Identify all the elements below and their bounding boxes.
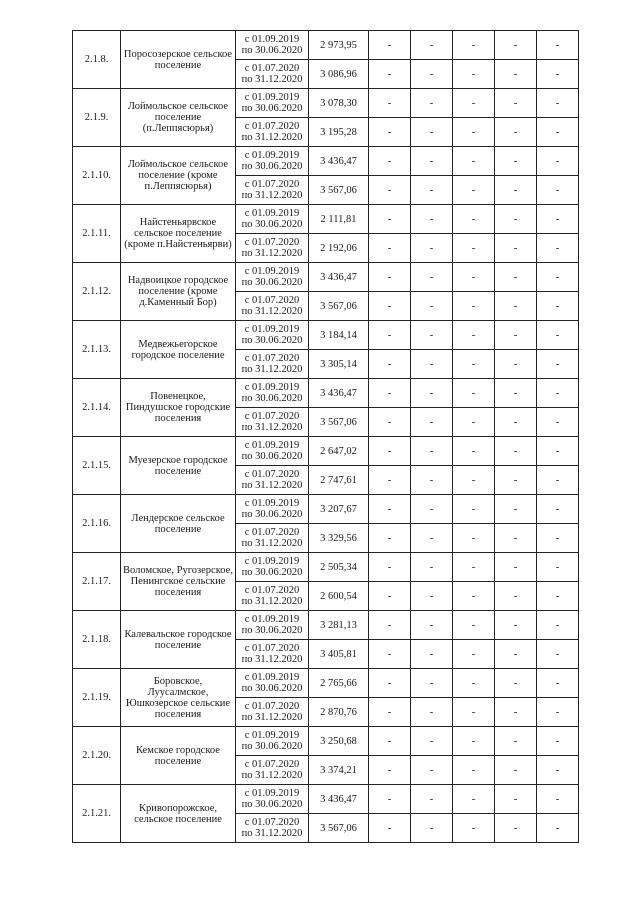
period-cell: с 01.09.2019 по 30.06.2020 [236,437,309,466]
empty-value-dash: - [453,234,495,263]
row-number: 2.1.12. [73,263,121,321]
empty-value-dash: - [411,727,453,756]
tariff-value: 3 250,68 [309,727,369,756]
empty-value-dash: - [537,205,579,234]
empty-value-dash: - [369,379,411,408]
empty-value-dash: - [453,524,495,553]
empty-value-dash: - [495,350,537,379]
empty-value-dash: - [411,437,453,466]
tariff-value: 2 973,95 [309,31,369,60]
empty-value-dash: - [453,118,495,147]
empty-value-dash: - [495,263,537,292]
empty-value-dash: - [369,31,411,60]
table-row [73,321,579,350]
empty-value-dash: - [495,524,537,553]
empty-value-dash: - [411,263,453,292]
empty-value-dash: - [537,756,579,785]
empty-value-dash: - [453,727,495,756]
tariff-value: 3 305,14 [309,350,369,379]
empty-value-dash: - [537,698,579,727]
empty-value-dash: - [453,785,495,814]
empty-value-dash: - [537,727,579,756]
settlement-name: Калевальское городское поселение [121,611,236,669]
empty-value-dash: - [537,118,579,147]
empty-value-dash: - [411,176,453,205]
period-cell: с 01.09.2019 по 30.06.2020 [236,785,309,814]
settlement-name: Муезерское городское поселение [121,437,236,495]
empty-value-dash: - [453,379,495,408]
period-cell: с 01.07.2020 по 31.12.2020 [236,814,309,843]
empty-value-dash: - [537,582,579,611]
row-number: 2.1.14. [73,379,121,437]
empty-value-dash: - [369,582,411,611]
tariff-value: 3 567,06 [309,292,369,321]
empty-value-dash: - [495,118,537,147]
empty-value-dash: - [537,379,579,408]
tariff-value: 3 567,06 [309,814,369,843]
empty-value-dash: - [537,785,579,814]
table-row [73,553,579,582]
period-cell: с 01.09.2019 по 30.06.2020 [236,147,309,176]
empty-value-dash: - [495,756,537,785]
settlement-name: Лендерское сельское поселение [121,495,236,553]
period-cell: с 01.09.2019 по 30.06.2020 [236,89,309,118]
empty-value-dash: - [453,147,495,176]
period-cell: с 01.09.2019 по 30.06.2020 [236,31,309,60]
empty-value-dash: - [369,669,411,698]
settlement-name: Найстеньярвское сельское поселение (кроме п.Найстеньярви) [121,205,236,263]
empty-value-dash: - [495,495,537,524]
empty-value-dash: - [453,466,495,495]
tariff-value: 2 747,61 [309,466,369,495]
table-row [73,263,579,292]
empty-value-dash: - [453,698,495,727]
period-cell: с 01.07.2020 по 31.12.2020 [236,756,309,785]
table-row [73,611,579,640]
empty-value-dash: - [495,408,537,437]
empty-value-dash: - [369,640,411,669]
empty-value-dash: - [411,234,453,263]
empty-value-dash: - [453,611,495,640]
empty-value-dash: - [369,118,411,147]
empty-value-dash: - [411,292,453,321]
empty-value-dash: - [369,756,411,785]
empty-value-dash: - [411,611,453,640]
empty-value-dash: - [411,205,453,234]
row-number: 2.1.11. [73,205,121,263]
period-cell: с 01.07.2020 по 31.12.2020 [236,292,309,321]
empty-value-dash: - [495,727,537,756]
settlement-name: Надвоицкое городское поселение (кроме д.Каменный Бор) [121,263,236,321]
empty-value-dash: - [537,524,579,553]
empty-value-dash: - [453,321,495,350]
empty-value-dash: - [537,234,579,263]
empty-value-dash: - [495,814,537,843]
tariff-value: 2 505,34 [309,553,369,582]
table-row [73,437,579,466]
row-number: 2.1.16. [73,495,121,553]
empty-value-dash: - [369,495,411,524]
empty-value-dash: - [411,582,453,611]
empty-value-dash: - [411,118,453,147]
empty-value-dash: - [411,379,453,408]
period-cell: с 01.09.2019 по 30.06.2020 [236,495,309,524]
empty-value-dash: - [453,292,495,321]
tariff-value: 3 436,47 [309,785,369,814]
empty-value-dash: - [369,785,411,814]
tariff-value: 3 436,47 [309,379,369,408]
empty-value-dash: - [537,640,579,669]
empty-value-dash: - [369,263,411,292]
empty-value-dash: - [453,31,495,60]
period-cell: с 01.07.2020 по 31.12.2020 [236,582,309,611]
empty-value-dash: - [453,350,495,379]
period-cell: с 01.07.2020 по 31.12.2020 [236,176,309,205]
empty-value-dash: - [369,89,411,118]
empty-value-dash: - [411,60,453,89]
empty-value-dash: - [369,350,411,379]
period-cell: с 01.09.2019 по 30.06.2020 [236,727,309,756]
empty-value-dash: - [369,60,411,89]
tariff-value: 3 374,21 [309,756,369,785]
empty-value-dash: - [411,466,453,495]
period-cell: с 01.07.2020 по 31.12.2020 [236,524,309,553]
tariff-value: 2 765,66 [309,669,369,698]
empty-value-dash: - [495,31,537,60]
empty-value-dash: - [411,785,453,814]
empty-value-dash: - [537,292,579,321]
settlement-name: Лоймольское сельское поселение (кроме п.Леппясюрья) [121,147,236,205]
tariff-value: 3 436,47 [309,147,369,176]
empty-value-dash: - [495,60,537,89]
settlement-name: Воломское, Ругозерское, Пенингское сельские поселения [121,553,236,611]
empty-value-dash: - [537,553,579,582]
empty-value-dash: - [411,350,453,379]
empty-value-dash: - [537,495,579,524]
settlement-name: Поросозерское сельское поселение [121,31,236,89]
empty-value-dash: - [495,321,537,350]
empty-value-dash: - [453,553,495,582]
tariff-value: 2 600,54 [309,582,369,611]
empty-value-dash: - [411,495,453,524]
table-row [73,379,579,408]
empty-value-dash: - [411,553,453,582]
table-row [73,147,579,176]
tariff-value: 3 207,67 [309,495,369,524]
period-cell: с 01.09.2019 по 30.06.2020 [236,321,309,350]
empty-value-dash: - [495,553,537,582]
tariff-value: 2 192,06 [309,234,369,263]
tariff-value: 2 647,02 [309,437,369,466]
empty-value-dash: - [453,495,495,524]
empty-value-dash: - [495,698,537,727]
empty-value-dash: - [537,466,579,495]
table-row [73,727,579,756]
tariff-table [72,30,579,843]
empty-value-dash: - [495,379,537,408]
row-number: 2.1.13. [73,321,121,379]
settlement-name: Повенецкое, Пиндушское городские поселения [121,379,236,437]
empty-value-dash: - [453,582,495,611]
empty-value-dash: - [369,611,411,640]
tariff-value: 3 405,81 [309,640,369,669]
period-cell: с 01.07.2020 по 31.12.2020 [236,234,309,263]
empty-value-dash: - [411,31,453,60]
period-cell: с 01.07.2020 по 31.12.2020 [236,466,309,495]
row-number: 2.1.9. [73,89,121,147]
tariff-value: 3 281,13 [309,611,369,640]
empty-value-dash: - [411,89,453,118]
empty-value-dash: - [369,176,411,205]
empty-value-dash: - [453,437,495,466]
settlement-name: Медвежьегорское городское поселение [121,321,236,379]
empty-value-dash: - [537,147,579,176]
empty-value-dash: - [495,292,537,321]
empty-value-dash: - [537,814,579,843]
empty-value-dash: - [369,437,411,466]
settlement-name: Боровское, Луусалмское, Юшкозерское сельские поселения [121,669,236,727]
empty-value-dash: - [411,640,453,669]
empty-value-dash: - [453,89,495,118]
settlement-name: Кемское городское поселение [121,727,236,785]
empty-value-dash: - [453,669,495,698]
tariff-value: 2 111,81 [309,205,369,234]
empty-value-dash: - [495,582,537,611]
period-cell: с 01.07.2020 по 31.12.2020 [236,350,309,379]
period-cell: с 01.07.2020 по 31.12.2020 [236,118,309,147]
empty-value-dash: - [495,147,537,176]
empty-value-dash: - [495,176,537,205]
empty-value-dash: - [537,60,579,89]
period-cell: с 01.09.2019 по 30.06.2020 [236,611,309,640]
empty-value-dash: - [537,350,579,379]
empty-value-dash: - [453,408,495,437]
empty-value-dash: - [537,669,579,698]
tariff-value: 3 086,96 [309,60,369,89]
empty-value-dash: - [537,31,579,60]
empty-value-dash: - [411,814,453,843]
empty-value-dash: - [411,321,453,350]
tariff-value: 3 184,14 [309,321,369,350]
empty-value-dash: - [495,466,537,495]
table-row [73,205,579,234]
tariff-value: 3 567,06 [309,408,369,437]
empty-value-dash: - [369,524,411,553]
period-cell: с 01.07.2020 по 31.12.2020 [236,698,309,727]
empty-value-dash: - [495,611,537,640]
table-row [73,89,579,118]
empty-value-dash: - [453,263,495,292]
empty-value-dash: - [495,89,537,118]
tariff-value: 3 436,47 [309,263,369,292]
empty-value-dash: - [537,611,579,640]
empty-value-dash: - [369,147,411,176]
empty-value-dash: - [537,321,579,350]
empty-value-dash: - [495,437,537,466]
empty-value-dash: - [453,640,495,669]
empty-value-dash: - [495,669,537,698]
empty-value-dash: - [537,263,579,292]
period-cell: с 01.09.2019 по 30.06.2020 [236,263,309,292]
tariff-value: 3 567,06 [309,176,369,205]
empty-value-dash: - [369,466,411,495]
tariff-value: 3 195,28 [309,118,369,147]
table-row [73,785,579,814]
period-cell: с 01.07.2020 по 31.12.2020 [236,60,309,89]
row-number: 2.1.8. [73,31,121,89]
empty-value-dash: - [369,234,411,263]
table-row [73,669,579,698]
empty-value-dash: - [369,321,411,350]
row-number: 2.1.17. [73,553,121,611]
empty-value-dash: - [369,814,411,843]
empty-value-dash: - [411,524,453,553]
empty-value-dash: - [411,756,453,785]
period-cell: с 01.07.2020 по 31.12.2020 [236,408,309,437]
row-number: 2.1.15. [73,437,121,495]
empty-value-dash: - [537,176,579,205]
row-number: 2.1.10. [73,147,121,205]
period-cell: с 01.09.2019 по 30.06.2020 [236,205,309,234]
period-cell: с 01.09.2019 по 30.06.2020 [236,553,309,582]
empty-value-dash: - [495,234,537,263]
table-body [73,31,579,843]
empty-value-dash: - [537,437,579,466]
empty-value-dash: - [537,89,579,118]
row-number: 2.1.21. [73,785,121,843]
tariff-value: 3 078,30 [309,89,369,118]
empty-value-dash: - [453,756,495,785]
period-cell: с 01.09.2019 по 30.06.2020 [236,669,309,698]
row-number: 2.1.18. [73,611,121,669]
period-cell: с 01.09.2019 по 30.06.2020 [236,379,309,408]
empty-value-dash: - [369,698,411,727]
settlement-name: Кривопорожское, сельское поселение [121,785,236,843]
empty-value-dash: - [453,814,495,843]
empty-value-dash: - [369,727,411,756]
empty-value-dash: - [537,408,579,437]
empty-value-dash: - [495,785,537,814]
empty-value-dash: - [453,60,495,89]
empty-value-dash: - [495,640,537,669]
empty-value-dash: - [411,408,453,437]
empty-value-dash: - [453,176,495,205]
row-number: 2.1.19. [73,669,121,727]
empty-value-dash: - [411,698,453,727]
empty-value-dash: - [495,205,537,234]
empty-value-dash: - [411,147,453,176]
table-row [73,495,579,524]
empty-value-dash: - [411,669,453,698]
empty-value-dash: - [453,205,495,234]
empty-value-dash: - [369,292,411,321]
empty-value-dash: - [369,553,411,582]
table-row [73,31,579,60]
tariff-value: 2 870,76 [309,698,369,727]
settlement-name: Лоймольское сельское поселение (п.Леппясюрья) [121,89,236,147]
tariff-value: 3 329,56 [309,524,369,553]
empty-value-dash: - [369,408,411,437]
empty-value-dash: - [369,205,411,234]
row-number: 2.1.20. [73,727,121,785]
period-cell: с 01.07.2020 по 31.12.2020 [236,640,309,669]
